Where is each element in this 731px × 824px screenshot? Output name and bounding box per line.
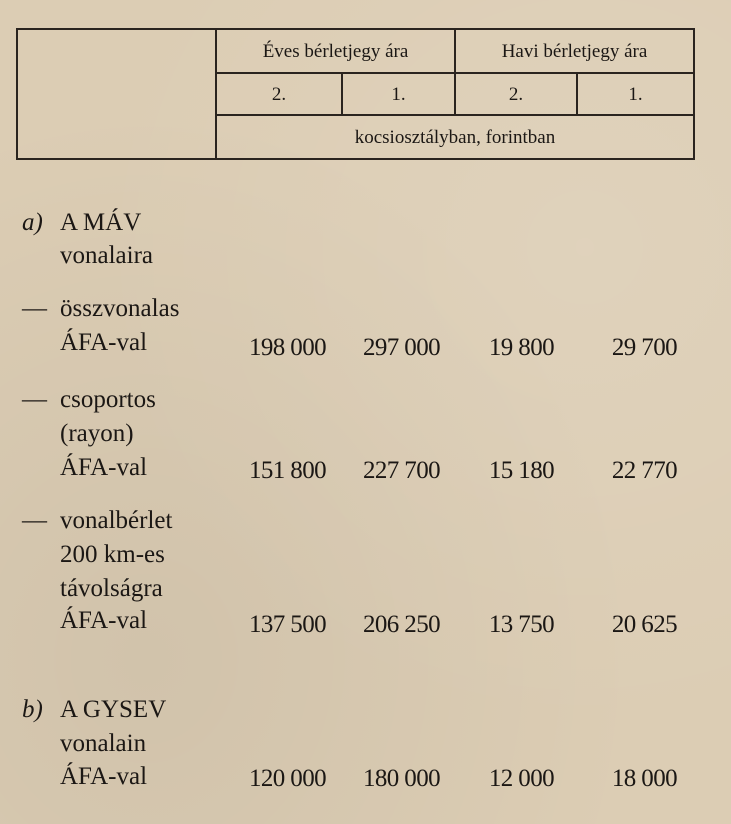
section-a-title-line1: A MÁV — [60, 209, 142, 236]
row-2-label-line3: ÁFA-val — [60, 454, 148, 481]
row-2-annual-class-1: 227 700 — [362, 457, 440, 484]
monthly-class-2: 2. — [508, 84, 524, 105]
row-3-dash: — — [22, 507, 47, 534]
table-header — [16, 28, 695, 160]
row-1-label-line1: összvonalas — [60, 295, 180, 322]
section-b-annual-class-2: 120 000 — [248, 765, 326, 792]
section-b-title-line3: ÁFA-val — [60, 763, 148, 790]
row-3-label-line4: ÁFA-val — [60, 607, 148, 634]
section-b-annual-class-1: 180 000 — [362, 765, 440, 792]
section-b-monthly-class-2: 12 000 — [488, 765, 554, 792]
unit-label: kocsiosztályban, forintban — [354, 127, 556, 148]
row-1-annual-class-1: 297 000 — [362, 334, 440, 361]
row-3-label-line3: távolságra — [60, 575, 163, 602]
row-1-label-line2: ÁFA-val — [60, 329, 148, 356]
row-3-monthly-class-1: 20 625 — [611, 611, 677, 638]
section-b-title-line1: A GYSEV — [60, 696, 167, 723]
row-1-annual-class-2: 198 000 — [248, 334, 326, 361]
row-1-monthly-class-2: 19 800 — [488, 334, 554, 361]
row-2-dash: — — [22, 386, 47, 413]
row-3-annual-class-1: 206 250 — [362, 611, 440, 638]
section-b-letter: b) — [22, 696, 43, 723]
annual-price-heading: Éves bérletjegy ára — [262, 41, 409, 62]
row-2-annual-class-2: 151 800 — [248, 457, 326, 484]
row-2-label-line2: (rayon) — [60, 420, 134, 447]
row-3-label-line1: vonalbérlet — [60, 507, 173, 534]
monthly-class-1: 1. — [628, 84, 643, 105]
row-3-annual-class-2: 137 500 — [248, 611, 326, 638]
section-b-title-line2: vonalain — [60, 730, 147, 757]
row-2-monthly-class-1: 22 770 — [611, 457, 677, 484]
row-2-label-line1: csoportos — [60, 386, 156, 413]
row-2-monthly-class-2: 15 180 — [488, 457, 554, 484]
row-1-dash: — — [22, 295, 47, 322]
row-3-label-line2: 200 km-es — [60, 541, 165, 568]
monthly-price-heading: Havi bérletjegy ára — [501, 41, 648, 62]
section-a-letter: a) — [22, 209, 43, 236]
row-1-monthly-class-1: 29 700 — [611, 334, 677, 361]
section-b-monthly-class-1: 18 000 — [611, 765, 677, 792]
row-3-monthly-class-2: 13 750 — [488, 611, 554, 638]
annual-class-2: 2. — [271, 84, 287, 105]
annual-class-1: 1. — [391, 84, 406, 105]
section-a-title-line2: vonalaira — [60, 242, 154, 269]
